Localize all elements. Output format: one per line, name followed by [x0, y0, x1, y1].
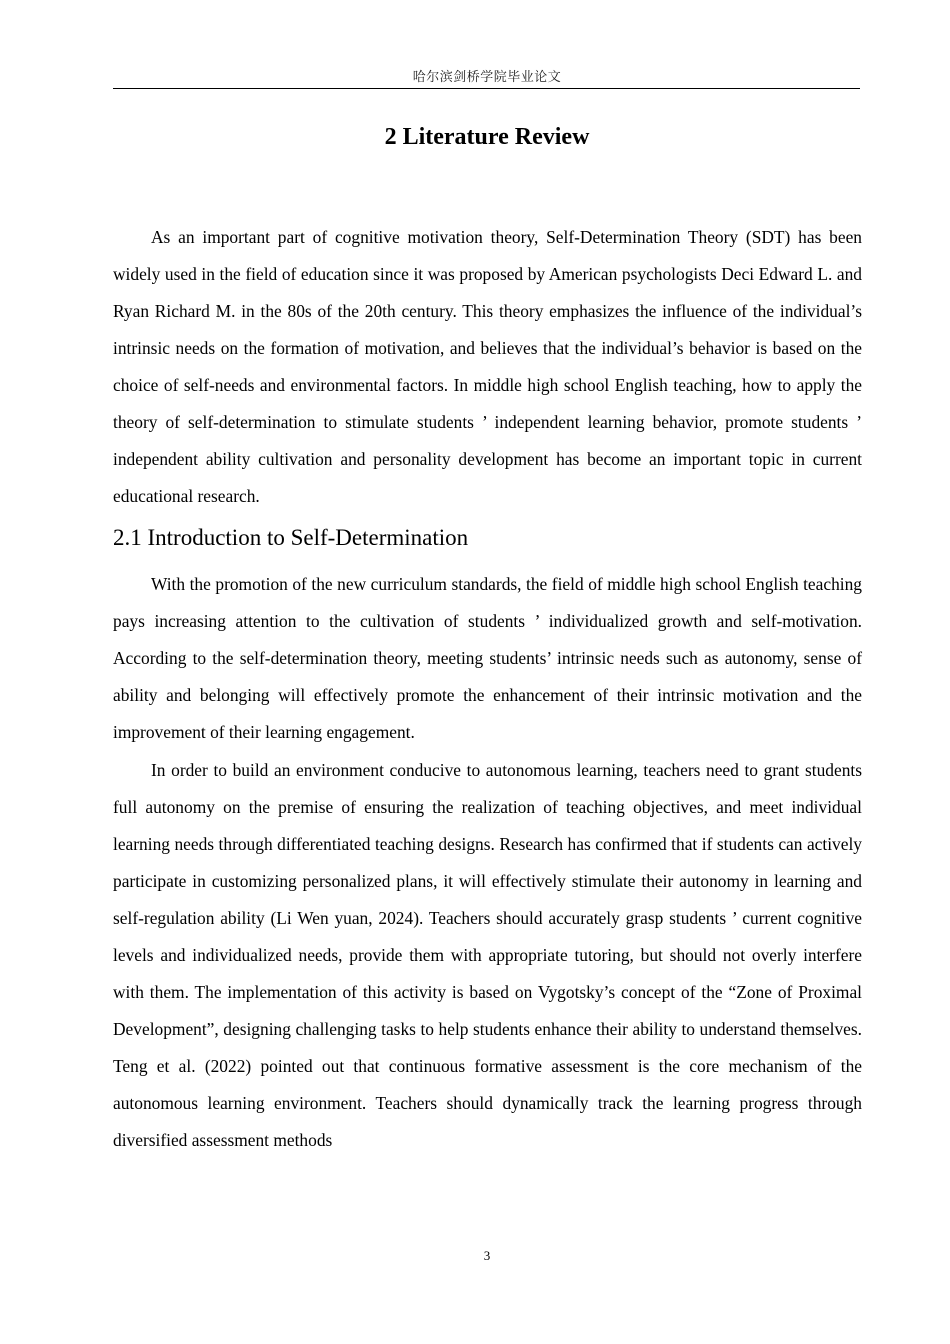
header-rule [113, 88, 860, 89]
running-header: 哈尔滨剑桥学院毕业论文 [412, 70, 562, 85]
section-title: 2.1 Introduction to Self-Determination [113, 525, 469, 550]
page-number: 3 [483, 1248, 491, 1263]
intro-paragraph: As an important part of cognitive motivation theory, Self-Determination Theory (SDT) has been widely used in the field of education since it was proposed by American psychologists Deci Edward L. and Ryan Richard M. in the 80s of the 20th century. This theory emphasizes the influence of the individual’s intrinsic needs on the formation of motivation, and believes that the individual’s behavior is based on the choice of self-needs and environmental factors. In middle high school English teaching, how to apply the theory of self-determination to stimulate students ’ independent learning behavior, promote students ’ independent ability cultivation and personality development has become an important topic in current educational research. [113, 227, 862, 506]
section-paragraph-2: In order to build an environment conducive to autonomous learning, teachers need to grant students full autonomy on the premise of ensuring the realization of teaching objectives, and meet individual learning needs through differentiated teaching designs. Research has confirmed that if students can actively participate in customizing personalized plans, it will effectively stimulate their autonomy in learning and self-regulation ability (Li Wen yuan, 2024). Teachers should accurately grasp students ’ current cognitive levels and individualized needs, provide them with appropriate tutoring, but should not overly interfere with them. The implementation of this activity is based on Vygotsky’s concept of the “Zone of Proximal Development”, designing challenging tasks to help students enhance their ability to understand themselves. Teng et al. (2022) pointed out that continuous formative assessment is the core mechanism of the autonomous learning environment. Teachers should dynamically track the learning progress through diversified assessment methods [113, 760, 862, 1150]
section-paragraph-1: With the promotion of the new curriculum standards, the field of middle high school English teaching pays increasing attention to the cultivation of students ’ individualized growth and self-motivation. According to the self-determination theory, meeting students’ intrinsic needs such as autonomy, sense of ability and belonging will effectively promote the enhancement of their intrinsic motivation and the improvement of their learning engagement. [113, 574, 862, 742]
chapter-title: 2 Literature Review [384, 124, 590, 150]
